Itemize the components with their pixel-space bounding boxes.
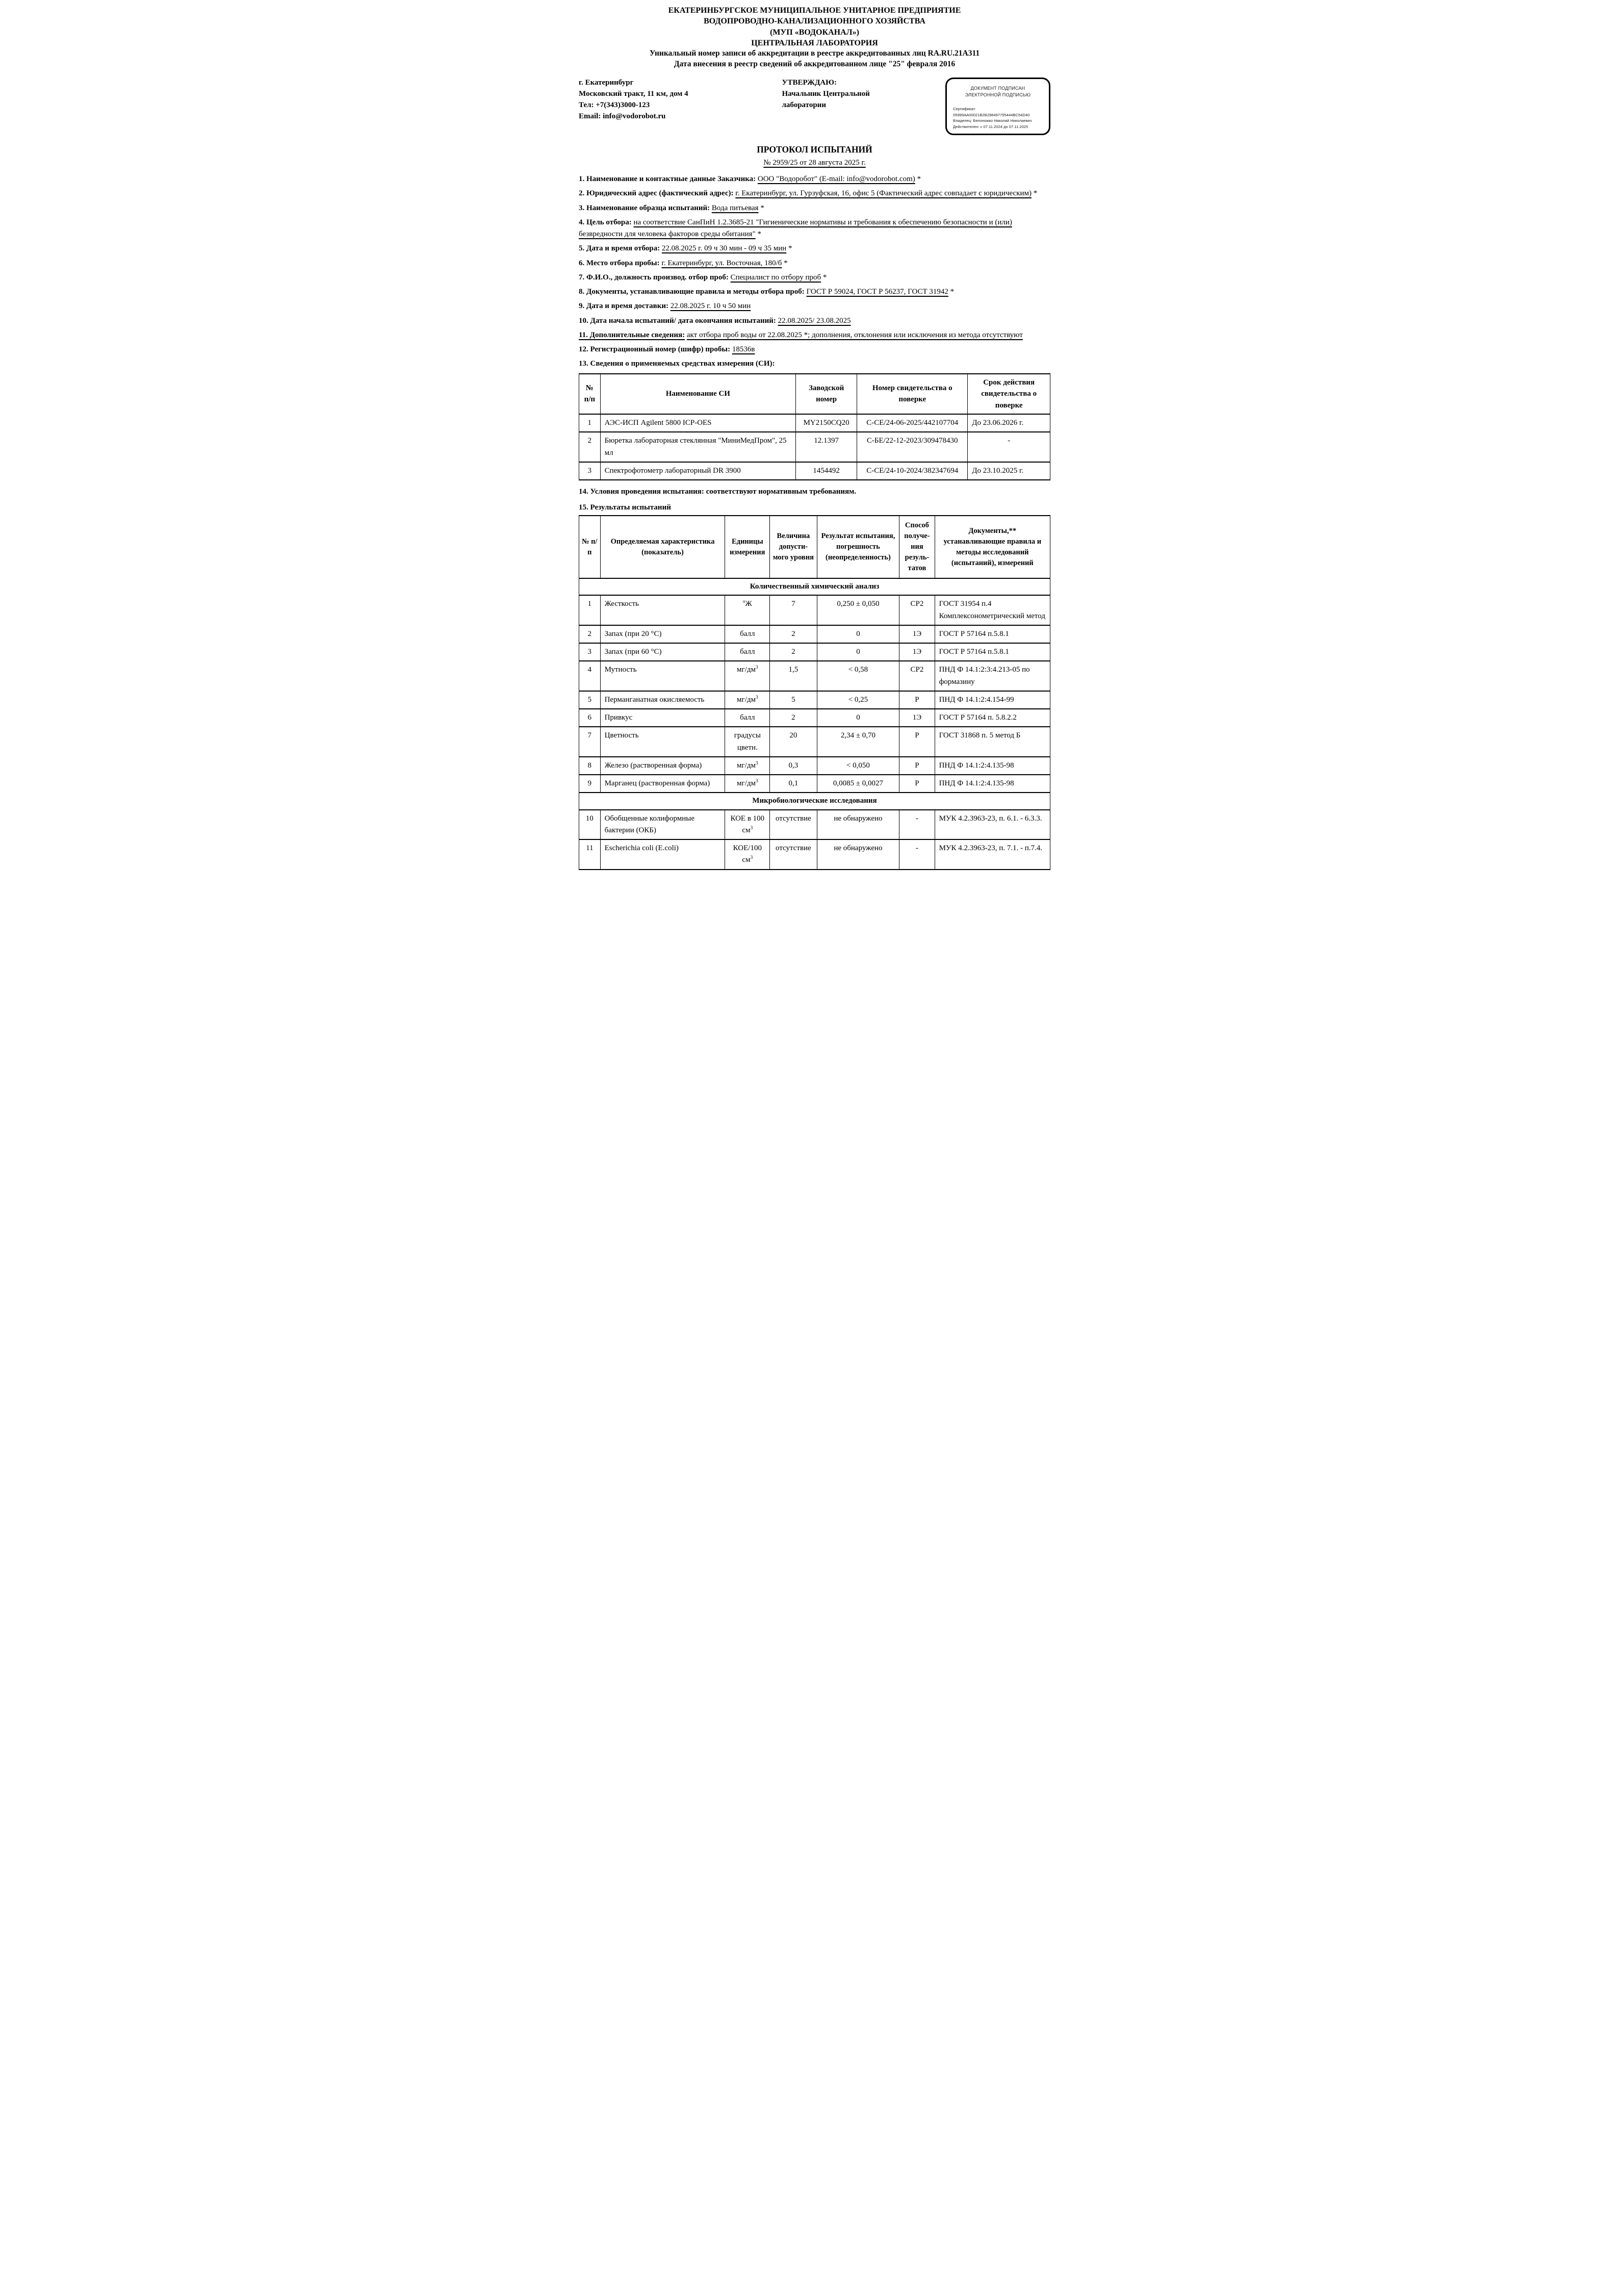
cell-result: 0,0085 ± 0,0027: [817, 775, 899, 793]
si-row: [579, 432, 1050, 462]
cell-num: 7: [579, 727, 601, 757]
cell-method: 1Э: [899, 625, 935, 643]
cell-unit: [725, 595, 770, 625]
unit-base: градусы цветн.: [734, 731, 761, 752]
results-row: [579, 595, 1050, 625]
item-5: [579, 243, 1050, 254]
item-1-label: 1. Наименование и контактные данные Заказчика:: [579, 175, 756, 184]
cell-method: Р: [899, 727, 935, 757]
si-cell-num: 1: [579, 414, 601, 432]
results-row: [579, 709, 1050, 727]
org-lab-name: ЦЕНТРАЛЬНАЯ ЛАБОРАТОРИЯ: [751, 38, 878, 47]
cell-num: 2: [579, 625, 601, 643]
cell-method: Р: [899, 757, 935, 775]
unit-sup: 3: [755, 779, 758, 784]
results-header-result: Результат испытания, погрешность (неопределенность): [817, 516, 899, 578]
section-microbiology: [579, 793, 1050, 809]
si-cell-valid: До 23.10.2025 г.: [968, 462, 1050, 480]
cell-level: 7: [770, 595, 817, 625]
item-8-value: ГОСТ Р 59024, ГОСТ Р 56237, ГОСТ 31942: [806, 288, 948, 296]
results-header-level: Величина допусти-мого уровня: [770, 516, 817, 578]
unit-sup: 3: [750, 825, 753, 831]
top-row: [579, 78, 1050, 135]
cell-method: -: [899, 810, 935, 840]
cell-num: 11: [579, 839, 601, 870]
stamp-validity: Действителен: с 07.11.2024 до 07.11.2025: [953, 124, 1028, 129]
cell-name: Марганец (растворенная форма): [600, 775, 725, 793]
item-11: [579, 329, 1050, 341]
si-cell-num: 2: [579, 432, 601, 462]
approve-line-1: УТВЕРЖДАЮ:: [782, 79, 837, 87]
item-8: [579, 286, 1050, 298]
cell-level: 20: [770, 727, 817, 757]
cell-num: 9: [579, 775, 601, 793]
item-10-label: 10. Дата начала испытаний/ дата окончания испытаний:: [579, 316, 776, 325]
results-header-docs: Документы,** устанавливающие правила и методы исследований (испытаний), измерений: [935, 516, 1050, 578]
cell-unit: [725, 691, 770, 709]
item-6-star: *: [782, 259, 788, 267]
item-11-value: акт отбора проб воды от 22.08.2025 *; дополнения, отклонения или исключения из метода отсутствуют: [686, 330, 1023, 339]
si-cell-name: АЭС-ИСП Agilent 5800 ICP-OES: [600, 414, 795, 432]
results-row: [579, 810, 1050, 840]
item-8-star: *: [948, 288, 955, 296]
si-header-cert: Номер свидетельства о поверке: [857, 374, 968, 415]
item-2: [579, 188, 1050, 199]
cell-level: 0,1: [770, 775, 817, 793]
measuring-instruments-table: [579, 373, 1050, 481]
si-header-num: № п/п: [579, 374, 601, 415]
cell-num: 5: [579, 691, 601, 709]
cell-docs: ГОСТ 31954 п.4 Комплексонометрический метод: [935, 595, 1050, 625]
results-row: [579, 661, 1050, 691]
cell-unit: [725, 757, 770, 775]
item-1-star: *: [915, 175, 921, 184]
cell-unit: [725, 643, 770, 661]
unit-base: балл: [740, 713, 755, 722]
item-13-label: 13. Сведения о применяемых средствах измерения (СИ):: [579, 360, 775, 368]
cell-unit: [725, 839, 770, 870]
si-cell-valid: До 23.06.2026 г.: [968, 414, 1050, 432]
contact-email: Email: info@vodorobot.ru: [579, 112, 666, 120]
results-row: [579, 775, 1050, 793]
item-4-star: *: [755, 230, 761, 239]
cell-docs: ГОСТ 31868 п. 5 метод Б: [935, 727, 1050, 757]
item-3-star: *: [758, 203, 764, 212]
stamp-owner: Владелец: Белоножко Николай Николаевич: [953, 118, 1032, 123]
item-9-value: 22.08.2025 г. 10 ч 50 мин: [670, 302, 751, 311]
item-9: [579, 300, 1050, 312]
cell-name: Запах (при 20 °С): [600, 625, 725, 643]
cell-num: 8: [579, 757, 601, 775]
si-cell-serial: 12.1397: [796, 432, 857, 462]
item-7: [579, 272, 1050, 284]
cell-result: < 0,050: [817, 757, 899, 775]
si-header-valid: Срок действия свидетельства о поверке: [968, 374, 1050, 415]
unit-presup: о: [742, 599, 745, 605]
cell-name: Запах (при 60 °С): [600, 643, 725, 661]
page-title: ПРОТОКОЛ ИСПЫТАНИЙ: [757, 144, 872, 155]
stamp-title: [953, 85, 1043, 98]
results-header-num: № п/п: [579, 516, 601, 578]
protocol-number-date-text: № 2959/25 от 28 августа 2025 г.: [763, 159, 866, 167]
item-6: [579, 258, 1050, 269]
results-row: [579, 643, 1050, 661]
title-block: [579, 144, 1050, 167]
cell-result: 0: [817, 625, 899, 643]
item-11-label: 11. Дополнительные сведения:: [579, 330, 685, 339]
item-6-value: г. Екатеринбург, ул. Восточная, 180/б: [661, 259, 782, 267]
si-row: [579, 462, 1050, 480]
item-3-value: Вода питьевая: [711, 203, 759, 212]
item-14: 14. Условия проведения испытания: соответствуют нормативным требованиям.: [579, 488, 857, 496]
cell-num: 6: [579, 709, 601, 727]
cell-unit: [725, 709, 770, 727]
org-name-line-2: ВОДОПРОВОДНО-КАНАЛИЗАЦИОННОГО ХОЗЯЙСТВА: [704, 17, 925, 26]
unit-base: мг/дм: [737, 666, 756, 674]
si-cell-serial: MY2150CQ20: [796, 414, 857, 432]
item-12-label: 12. Регистрационный номер (шифр) пробы:: [579, 345, 731, 354]
cell-docs: ПНД Ф 14.1:2:3:4.213-05 по формазину: [935, 661, 1050, 691]
item-4-value: на соответствие СанПиН 1.2.3685-21 "Гигиенические нормативы и требования к обеспечению безопасности и (или) безвредности для человека факторов среды обитания": [579, 218, 1012, 239]
cell-result: < 0,58: [817, 661, 899, 691]
cell-name: Обобщенные колиформные бактерии (ОКБ): [600, 810, 725, 840]
cell-num: 10: [579, 810, 601, 840]
unit-sup: 3: [750, 855, 753, 861]
cell-num: 4: [579, 661, 601, 691]
si-header-name: Наименование СИ: [600, 374, 795, 415]
cell-level: 2: [770, 709, 817, 727]
cell-level: отсутствие: [770, 810, 817, 840]
results-header-unit: Единицы измерения: [725, 516, 770, 578]
item-7-label: 7. Ф.И.О., должность производ. отбор проб:: [579, 273, 729, 282]
approve-line-3: лаборатории: [782, 100, 826, 109]
cell-method: СР2: [899, 595, 935, 625]
cell-docs: ГОСТ Р 57164 п.5.8.1: [935, 643, 1050, 661]
results-row: [579, 839, 1050, 870]
cell-name: Привкус: [600, 709, 725, 727]
cell-result: 0: [817, 709, 899, 727]
cell-result: 0: [817, 643, 899, 661]
results-header-row: [579, 516, 1050, 578]
unit-base: мг/дм: [737, 779, 756, 788]
cell-docs: ПНД Ф 14.1:2:4.135-98: [935, 757, 1050, 775]
item-10-value: 22.08.2025/ 23.08.2025: [778, 316, 851, 325]
cell-docs: ГОСТ Р 57164 п.5.8.1: [935, 625, 1050, 643]
si-cell-cert: С-БЕ/22-12-2023/309478430: [857, 432, 968, 462]
results-row: [579, 727, 1050, 757]
item-3: [579, 202, 1050, 214]
items-section: [579, 173, 1050, 370]
si-row: [579, 414, 1050, 432]
approve-block: [777, 78, 946, 111]
results-row: [579, 691, 1050, 709]
item-3-label: 3. Наименование образца испытаний:: [579, 203, 710, 212]
results-row: [579, 625, 1050, 643]
cell-docs: ГОСТ Р 57164 п. 5.8.2.2: [935, 709, 1050, 727]
unit-base: мг/дм: [737, 695, 756, 704]
cell-level: 2: [770, 625, 817, 643]
cell-unit: [725, 810, 770, 840]
item-5-value: 22.08.2025 г. 09 ч 30 мин - 09 ч 35 мин: [661, 244, 787, 253]
section-chemical-analysis-label: Количественный химический анализ: [579, 578, 1050, 595]
cell-method: Р: [899, 775, 935, 793]
contact-phone: Тел: +7(343)3000-123: [579, 100, 650, 109]
cell-unit: [725, 727, 770, 757]
accreditation-number: Уникальный номер записи об аккредитации в реестре аккредитованных лиц RA.RU.21A311: [649, 49, 980, 58]
cell-num: 1: [579, 595, 601, 625]
cell-method: -: [899, 839, 935, 870]
item-4: [579, 217, 1050, 241]
unit-sup: 3: [755, 665, 758, 671]
stamp-certificate-info: [953, 106, 1043, 130]
stamp-cert-label: Сертификат:: [953, 107, 976, 112]
cell-name: Жесткость: [600, 595, 725, 625]
cell-name: Цветность: [600, 727, 725, 757]
cell-method: 1Э: [899, 709, 935, 727]
approve-line-2: Начальник Центральной: [782, 90, 870, 98]
item-2-value: г. Екатеринбург, ул. Гурзуфская, 16, офис 5 (Фактический адрес совпадает с юридическим): [735, 189, 1032, 198]
cell-name: Железо (растворенная форма): [600, 757, 725, 775]
item-7-star: *: [821, 273, 827, 282]
unit-base: КОЕ в 100 см: [730, 814, 765, 834]
org-name-line-3: (МУП «ВОДОКАНАЛ»): [770, 28, 859, 37]
item-13: [579, 358, 1050, 370]
electronic-signature-stamp: [945, 78, 1050, 135]
item-5-label: 5. Дата и время отбора:: [579, 244, 660, 253]
si-cell-name: Спектрофотометр лабораторный DR 3900: [600, 462, 795, 480]
unit-base: мг/дм: [737, 761, 756, 770]
item-15: 15. Результаты испытаний: [579, 503, 671, 512]
results-table: [579, 515, 1050, 870]
cell-docs: МУК 4.2.3963-23, п. 7.1. - п.7.4.: [935, 839, 1050, 870]
item-12-value: 18536в: [732, 345, 755, 354]
si-cell-serial: 1454492: [796, 462, 857, 480]
unit-base: балл: [740, 648, 755, 656]
results-header-method: Способ получе-ния резуль-татов: [899, 516, 935, 578]
protocol-document: [528, 0, 1095, 885]
item-2-label: 2. Юридический адрес (фактический адрес):: [579, 189, 734, 198]
cell-num: 3: [579, 643, 601, 661]
si-header-row: [579, 374, 1050, 415]
item-7-value: Специалист по отбору проб: [730, 273, 821, 282]
si-header-serial: Заводской номер: [796, 374, 857, 415]
stamp-title-line-1: ДОКУМЕНТ ПОДПИСАН: [970, 86, 1025, 91]
cell-result: 2,34 ± 0,70: [817, 727, 899, 757]
cell-level: 1,5: [770, 661, 817, 691]
contact-block: [579, 78, 777, 122]
item-2-star: *: [1032, 189, 1038, 198]
stamp-title-line-2: ЭЛЕКТРОННОЙ ПОДПИСЬЮ: [965, 92, 1031, 97]
si-cell-valid: -: [968, 432, 1050, 462]
contact-address: Московский тракт, 11 км, дом 4: [579, 90, 688, 98]
si-cell-name: Бюретка лабораторная стеклянная "МиниМедПром", 25 мл: [600, 432, 795, 462]
cell-level: отсутствие: [770, 839, 817, 870]
accreditation-date: Дата внесения в реестр сведений об аккредитованном лице "25" февраля 2016: [674, 59, 956, 68]
cell-unit: [725, 625, 770, 643]
section-chemical-analysis: [579, 578, 1050, 595]
org-header: [579, 5, 1050, 69]
stamp-cert-value: 05999AA00021B2B298497755444BC54D40: [953, 112, 1030, 117]
unit-base: КОЕ/100 см: [733, 844, 762, 864]
cell-result: не обнаружено: [817, 839, 899, 870]
item-6-label: 6. Место отбора пробы:: [579, 259, 660, 267]
cell-result: не обнаружено: [817, 810, 899, 840]
cell-level: 5: [770, 691, 817, 709]
item-1-value: ООО "Водоробот" (E-mail: info@vodorobot.com): [757, 175, 915, 184]
org-name-line-1: ЕКАТЕРИНБУРГСКОЕ МУНИЦИПАЛЬНОЕ УНИТАРНОЕ ПРЕДПРИЯТИЕ: [668, 6, 961, 15]
cell-name: Escherichia coli (E.coli): [600, 839, 725, 870]
item-5-star: *: [786, 244, 792, 253]
cell-method: 1Э: [899, 643, 935, 661]
si-cell-cert: С-СЕ/24-10-2024/382347694: [857, 462, 968, 480]
cell-unit: [725, 661, 770, 691]
results-row: [579, 757, 1050, 775]
protocol-number-date: [579, 159, 1050, 167]
item-1: [579, 173, 1050, 185]
unit-sup: 3: [755, 760, 758, 766]
cell-level: 2: [770, 643, 817, 661]
cell-unit: [725, 775, 770, 793]
item-8-label: 8. Документы, устанавливающие правила и методы отбора проб:: [579, 288, 805, 296]
si-cell-cert: С-СЕ/24-06-2025/442107704: [857, 414, 968, 432]
section-microbiology-label: Микробиологические исследования: [579, 793, 1050, 809]
contact-city: г. Екатеринбург: [579, 79, 634, 87]
item-10: [579, 315, 1050, 327]
item-9-label: 9. Дата и время доставки:: [579, 302, 668, 311]
unit-base: Ж: [745, 600, 752, 608]
cell-method: Р: [899, 691, 935, 709]
cell-result: < 0,25: [817, 691, 899, 709]
cell-result: 0,250 ± 0,050: [817, 595, 899, 625]
unit-base: балл: [740, 629, 755, 638]
item-4-label: 4. Цель отбора:: [579, 218, 632, 226]
si-cell-num: 3: [579, 462, 601, 480]
results-header-name: Определяемая характеристика (показатель): [600, 516, 725, 578]
cell-level: 0,3: [770, 757, 817, 775]
item-12: [579, 344, 1050, 355]
cell-docs: ПНД Ф 14.1:2:4.154-99: [935, 691, 1050, 709]
cell-docs: МУК 4.2.3963-23, п. 6.1. - 6.3.3.: [935, 810, 1050, 840]
cell-name: Перманганатная окисляемость: [600, 691, 725, 709]
cell-docs: ПНД Ф 14.1:2:4.135-98: [935, 775, 1050, 793]
cell-method: СР2: [899, 661, 935, 691]
cell-name: Мутность: [600, 661, 725, 691]
unit-sup: 3: [755, 695, 758, 700]
